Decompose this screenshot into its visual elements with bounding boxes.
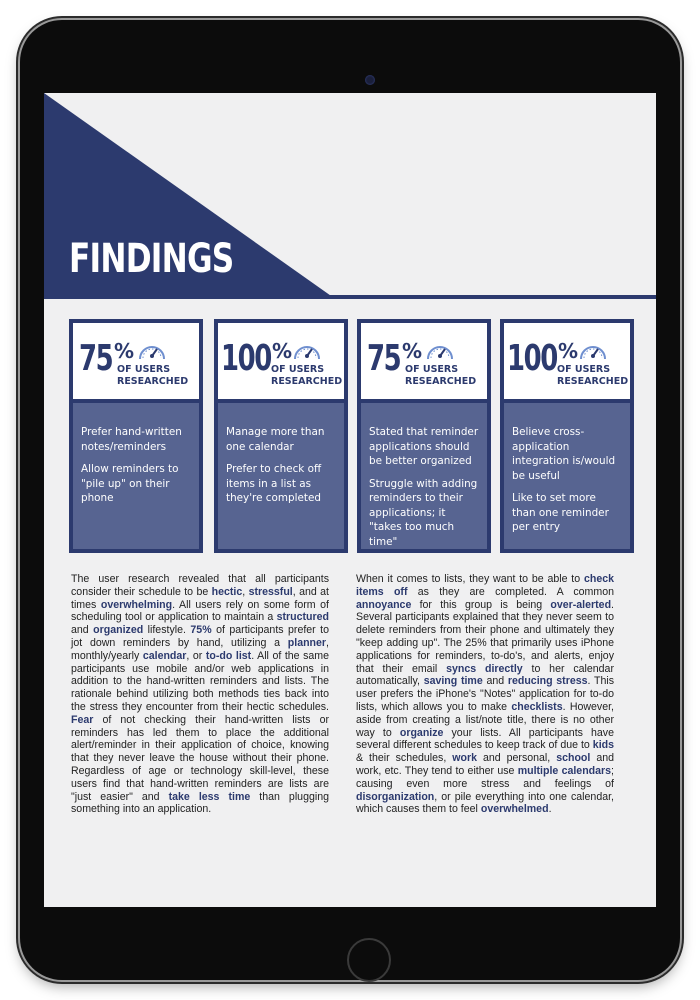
gauge-icon: [137, 340, 167, 362]
finding-card: [69, 319, 203, 553]
body-text-right-column: [356, 573, 614, 816]
body-text-segment: . All users rely on some form of scheduling tool or application to maintain a: [71, 598, 329, 624]
keyword-highlight: disorganization: [356, 790, 435, 803]
keyword-highlight: planner: [287, 636, 327, 649]
body-text-segment: , and at times: [71, 585, 329, 611]
finding-text: Like to set more than one reminder per entry: [512, 492, 609, 533]
percent-sign: %: [402, 339, 423, 363]
body-text-segment: . However, aside from creating a list/note title, there is no other way to: [356, 700, 614, 739]
card-findings: [504, 403, 630, 549]
keyword-highlight: organized: [93, 624, 144, 637]
keyword-highlight: 75%: [190, 624, 212, 637]
body-text-segment: and personal,: [477, 752, 557, 765]
card-stat: [218, 323, 344, 399]
percent-sign: %: [114, 339, 135, 363]
body-text-segment: of not checking their hand-written lists or reminders has led them to place the additional alert/reminder in their application of choice, knowing that they never leave the house without their phone. Regardless of age or technology skill-level, these users find that hand-written reminders are lists are "just easier" and: [71, 713, 329, 803]
finding-text: Prefer to check off items in a list as they're completed: [226, 463, 322, 504]
gauge-icon: [578, 340, 608, 362]
gauge-icon: [292, 340, 322, 362]
keyword-highlight: Fear: [71, 713, 94, 726]
body-text-segment: The user research revealed that all participants consider their schedule to be: [71, 573, 329, 598]
keyword-highlight: saving time: [423, 675, 483, 688]
body-text-segment: and: [71, 624, 94, 637]
stat-percent: 75: [79, 338, 113, 379]
document-page: [44, 93, 656, 907]
body-text-segment: as they are completed. A common: [407, 585, 614, 598]
stat-percent: 100: [507, 338, 557, 379]
keyword-highlight: organize: [399, 726, 444, 739]
finding-text: Believe cross-application integration is/would be useful: [512, 426, 616, 482]
body-text-segment: for this group is being: [411, 598, 551, 611]
finding-card: [214, 319, 348, 553]
finding-text: Manage more than one calendar: [226, 426, 325, 453]
keyword-highlight: hectic: [211, 585, 243, 598]
body-text-segment: When it comes to lists, they want to be able to: [356, 573, 584, 585]
keyword-highlight: over-alerted: [550, 598, 612, 611]
keyword-highlight: take less time: [168, 790, 251, 803]
stat-percent: 100: [221, 338, 271, 379]
body-text-segment: & their schedules,: [356, 752, 453, 765]
body-text-segment: ; causing even more stress and feelings of: [356, 764, 614, 790]
keyword-highlight: structured: [276, 611, 329, 624]
body-text-segment: . This user prefers the iPhone's "Notes" application for to-do lists, which allows you to make: [356, 675, 614, 713]
keyword-highlight: school: [556, 752, 591, 765]
keyword-highlight: check items off: [356, 573, 614, 598]
card-findings: [361, 403, 487, 549]
keyword-highlight: overwhelmed: [480, 803, 549, 816]
body-text-left-column: [71, 573, 329, 816]
body-text-segment: , or pile everything into one calendar, which causes them to feel: [356, 790, 614, 816]
keyword-highlight: stressful: [248, 585, 293, 598]
percent-sign: %: [558, 339, 579, 363]
keyword-highlight: calendar: [142, 649, 187, 662]
body-text-segment: lifestyle.: [143, 624, 191, 637]
finding-text: Prefer hand-written notes/reminders: [81, 426, 182, 453]
card-stat: [361, 323, 487, 399]
keyword-highlight: to-do list: [205, 649, 252, 662]
finding-text: Allow reminders to "pile up" on their phone: [81, 463, 179, 504]
keyword-highlight: work: [452, 752, 477, 765]
keyword-highlight: reducing stress: [507, 675, 588, 688]
body-text-segment: to her calendar automatically,: [356, 662, 614, 688]
gauge-icon: [425, 340, 455, 362]
keyword-highlight: syncs directly: [446, 662, 523, 675]
keyword-highlight: overwhelming: [100, 598, 173, 611]
front-camera: [365, 75, 375, 85]
body-text-segment: than plugging something into an application.: [71, 790, 329, 816]
body-text-segment: , or: [186, 649, 206, 662]
stat-percent: 75: [367, 338, 401, 379]
card-findings: [218, 403, 344, 549]
users-researched-label: OF USERS RESEARCHED: [117, 364, 189, 387]
card-stat: [504, 323, 630, 399]
body-text-segment: . All of the same participants use mobile and/or web applications in addition to the hand-written reminders and lists. The rationale behind utilizing both methods ties back into the stress they encounter from their hectic schedules.: [71, 649, 330, 713]
page-title: FINDINGS: [69, 236, 234, 282]
body-text-segment: ,: [242, 585, 249, 598]
card-stat: [73, 323, 199, 399]
finding-text: Stated that reminder applications should be better organized: [369, 426, 479, 467]
home-button[interactable]: [347, 938, 391, 982]
body-text-segment: of participants prefer to jot down reminders by hand, utilizing a: [71, 624, 330, 649]
users-researched-label: OF USERS RESEARCHED: [557, 364, 629, 387]
body-text-segment: and: [482, 675, 508, 688]
body-text-segment: your lists. All participants have several different schedules to keep track of due to: [356, 726, 614, 752]
finding-card: [500, 319, 634, 553]
keyword-highlight: kids: [592, 739, 614, 752]
percent-sign: %: [272, 339, 293, 363]
body-text-segment: .: [548, 803, 552, 816]
users-researched-label: OF USERS RESEARCHED: [405, 364, 477, 387]
users-researched-label: OF USERS RESEARCHED: [271, 364, 343, 387]
finding-card: [357, 319, 491, 553]
body-text-segment: and work, etc. They tend to either use: [356, 752, 614, 777]
card-findings: [73, 403, 199, 549]
keyword-highlight: checklists: [511, 700, 563, 713]
finding-text: Struggle with adding reminders to their applications; it "takes too much time": [369, 477, 478, 548]
body-text-segment: . Several participants explained that they never seem to delete reminders from their phone and ultimately they "keep adding up". The 25% that primarily uses iPhone applications for reminders, to-do's, and alerts, enjoy that their email: [356, 598, 614, 675]
body-text-segment: , monthly/yearly: [71, 636, 329, 662]
keyword-highlight: annoyance: [356, 598, 412, 611]
keyword-highlight: multiple calendars: [517, 764, 612, 777]
header-rule: [44, 295, 656, 299]
